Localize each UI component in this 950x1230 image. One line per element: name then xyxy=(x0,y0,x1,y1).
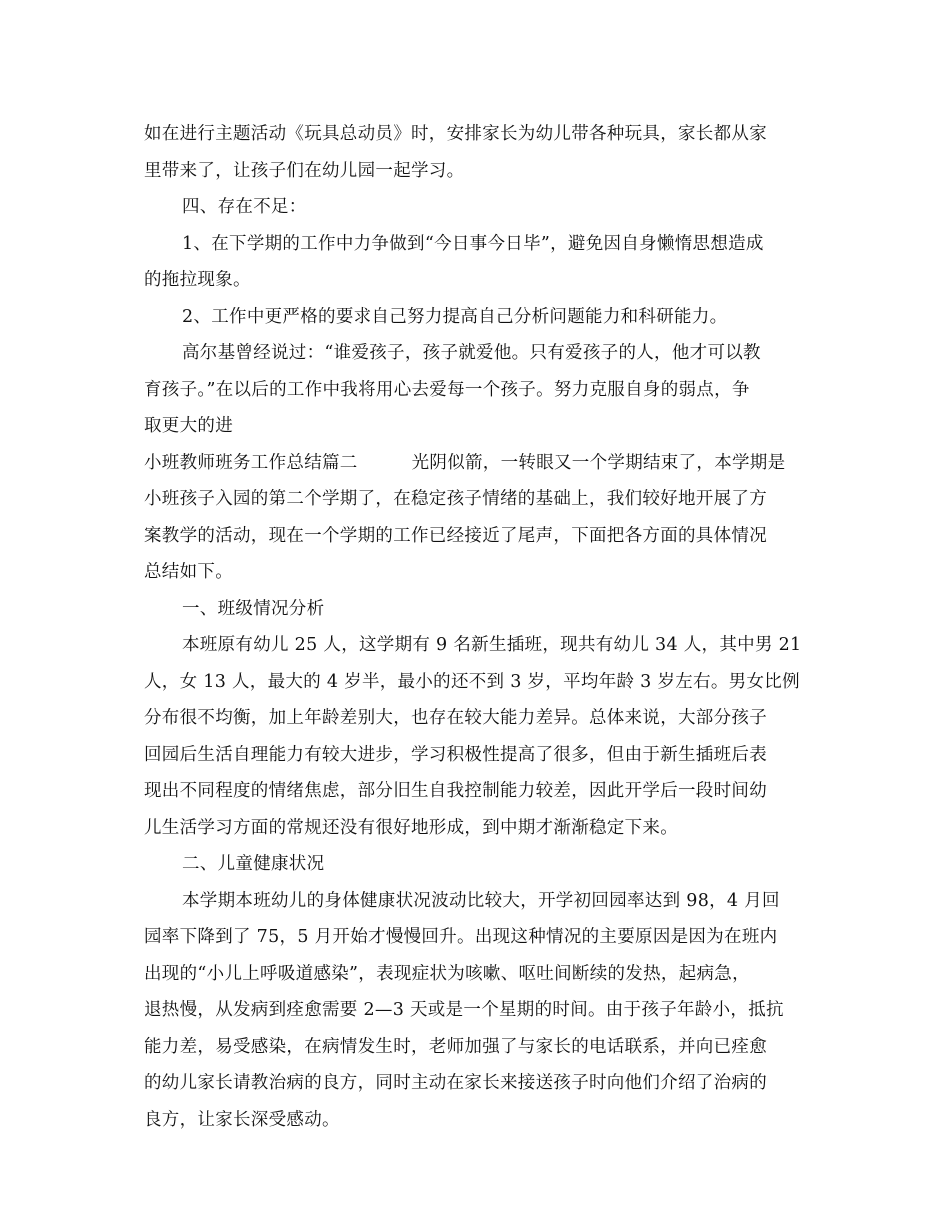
paragraph-line: 总结如下。 xyxy=(144,562,233,582)
paragraph-line: 本班原有幼儿 25 人，这学期有 9 名新生插班，现共有幼儿 34 人，其中男 21 xyxy=(182,635,802,655)
section-heading: 一、班级情况分析 xyxy=(182,598,325,619)
section-heading: 二、儿童健康状况 xyxy=(182,854,325,874)
paragraph-line: 2、工作中更严格的要求自己努力提高自己分析问题能力和科研能力。 xyxy=(182,306,728,327)
paragraph-line: 里带来了，让孩子们在幼儿园一起学习。 xyxy=(144,160,465,181)
paragraph-line: 取更大的进 xyxy=(144,416,233,436)
paragraph-line: 出现的“小儿上呼吸道感染”，表现症状为咳嗽、呕吐间断续的发热，起病急， xyxy=(144,963,750,984)
paragraph-line: 1、在下学期的工作中力争做到“今日事今日毕”，避免因自身懒惰思想造成 xyxy=(182,233,764,254)
section-title-line xyxy=(144,445,804,482)
paragraph-line: 回园后生活自理能力有较大进步，学习积极性提高了很多，但由于新生插班后表 xyxy=(144,744,767,765)
paragraph-line: 分布很不均衡，加上年龄差别大，也存在较大能力差异。总体来说，大部分孩子 xyxy=(144,708,767,728)
section-heading: 四、存在不足： xyxy=(182,197,307,217)
document-body xyxy=(144,116,804,1138)
paragraph-line: 高尔基曾经说过：“谁爱孩子，孩子就爱他。只有爱孩子的人，他才可以教 xyxy=(182,343,761,363)
paragraph-line: 光阴似箭，一转眼又一个学期结束了，本学期是 xyxy=(411,452,786,473)
paragraph-line: 良方，让家长深受感动。 xyxy=(144,1109,340,1130)
paragraph-line: 的拖拉现象。 xyxy=(144,270,251,290)
paragraph-line: 退热慢，从发病到痊愈需要 2—3 天或是一个星期的时间。由于孩子年龄小，抵抗 xyxy=(144,1000,784,1020)
paragraph-line: 小班孩子入园的第二个学期了，在稳定孩子情绪的基础上，我们较好地开展了方 xyxy=(144,489,767,509)
paragraph-line: 能力差，易受感染，在病情发生时，老师加强了与家长的电话联系，并向已痊愈 xyxy=(144,1036,767,1057)
paragraph-line: 案教学的活动，现在一个学期的工作已经接近了尾声，下面把各方面的具体情况 xyxy=(144,525,767,546)
paragraph-line: 现出不同程度的情绪焦虑，部分旧生自我控制能力较差，因此开学后一段时间幼 xyxy=(144,781,767,801)
paragraph-line: 如在进行主题活动《玩具总动员》时，安排家长为幼儿带各种玩具，家长都从家 xyxy=(144,124,767,144)
paragraph-line: 育孩子。”在以后的工作中我将用心去爱每一个孩子。努力克服自身的弱点，争 xyxy=(144,379,750,400)
paragraph-line: 园率下降到了 75，5 月开始才慢慢回升。出现这种情况的主要原因是因为在班内 xyxy=(144,927,778,947)
paragraph-line: 人，女 13 人，最大的 4 岁半，最小的还不到 3 岁，平均年龄 3 岁左右。男女比例 xyxy=(144,671,800,692)
paragraph-line: 的幼儿家长请教治病的良方，同时主动在家长来接送孩子时向他们介绍了治病的 xyxy=(144,1073,767,1093)
paragraph-line: 儿生活学习方面的常规还没有很好地形成，到中期才渐渐稳定下来。 xyxy=(144,817,678,838)
paragraph-line: 本学期本班幼儿的身体健康状况波动比较大，开学初回园率达到 98，4 月回 xyxy=(182,890,780,911)
section-title: 小班教师班务工作总结篇二 xyxy=(144,452,358,473)
